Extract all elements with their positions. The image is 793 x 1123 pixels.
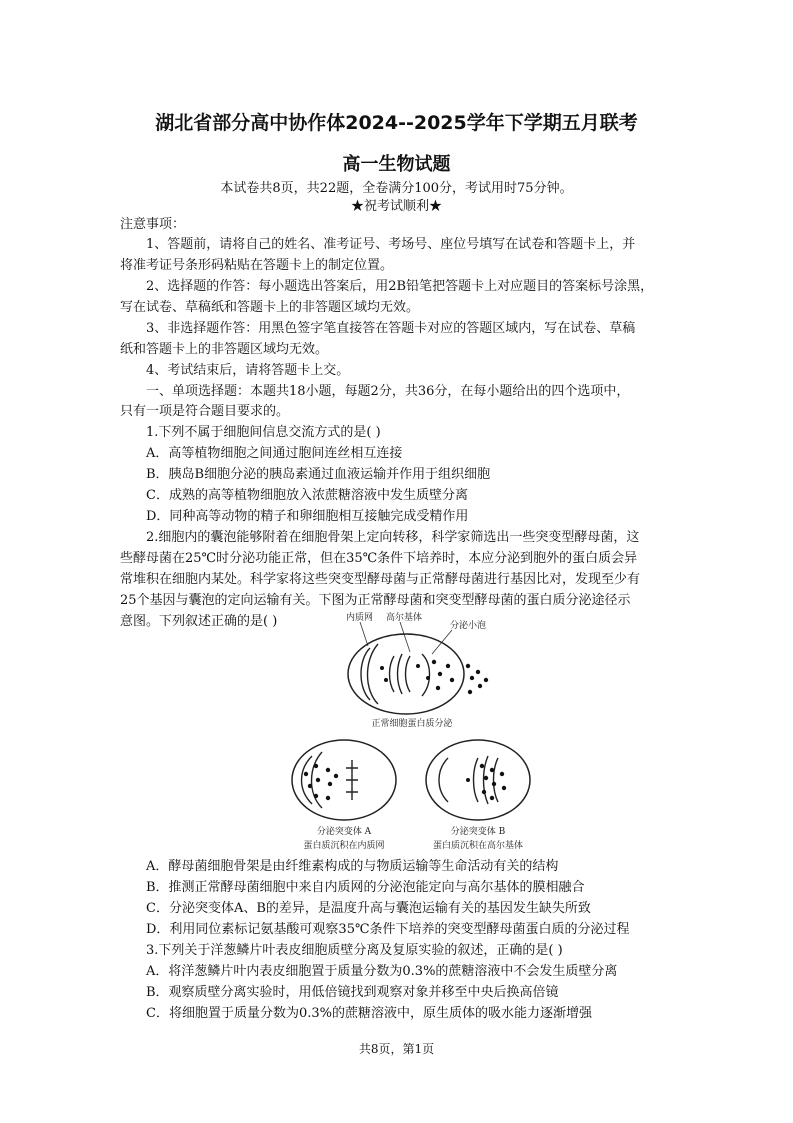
notes-heading: 注意事项：	[120, 217, 186, 232]
caption-normal: 正常细胞蛋白质分泌	[371, 719, 453, 729]
caption-mutant-a-1: 分泌突变体 A	[316, 827, 372, 837]
q2-stem-line-4: 25个基因与囊泡的定向运输有关。下图为正常酵母菌和突变型酵母菌的蛋白质分泌途径示	[120, 593, 631, 608]
section-heading-line-2: 只有一项是符合题目要求的。	[120, 404, 290, 419]
note-3-line-2: 纸和答题卡上的非答题区域均无效。	[120, 342, 329, 357]
caption-mutant-b-2: 蛋白质沉积在高尔基体	[432, 841, 524, 851]
q1-option-b: B．胰岛B细胞分泌的胰岛素通过血液运输并作用于组织细胞	[146, 467, 491, 482]
label-er: 内质网	[346, 613, 374, 623]
secretion-pathway-figure	[282, 608, 542, 853]
q3-option-c: C．将细胞置于质量分数为0.3%的蔗糖溶液中，原生质体的吸水能力逐渐增强	[146, 1006, 592, 1021]
note-2-line-2: 写在试卷、草稿纸和答题卡上的非答题区域均无效。	[120, 300, 420, 315]
mutant-a-diagram	[292, 740, 396, 851]
exam-wish: ★祝考试顺利★	[350, 199, 442, 214]
exam-subtitle: 高一生物试题	[342, 154, 451, 175]
note-2-line-1: 2、选择题的作答：每小题选出答案后，用2B铅笔把答题卡上对应题目的答案标号涂黑，	[146, 279, 654, 294]
q1-option-d: D．同种高等动物的精子和卵细胞相互接触完成受精作用	[146, 509, 469, 524]
label-golgi: 高尔基体	[386, 613, 423, 623]
exam-title: 湖北省部分高中协作体2024--2025学年下学期五月联考	[155, 112, 638, 134]
normal-cell-diagram	[346, 611, 488, 729]
section-heading-line-1: 一、单项选择题：本题共18小题，每题2分，共36分，在每小题给出的四个选项中，	[146, 384, 630, 399]
note-4: 4、考试结束后，请将答题卡上交。	[146, 363, 350, 378]
q1-option-a: A．高等植物细胞之间通过胞间连丝相互连接	[146, 446, 403, 461]
q3-option-b: B．观察质壁分离实验时，用低倍镜找到观察对象并移至中央后换高倍镜	[146, 985, 559, 1000]
q2-stem-line-2: 些酵母菌在25℃时分泌功能正常，但在35℃条件下培养时，本应分泌到胞外的蛋白质会异	[120, 551, 638, 566]
caption-mutant-b-1: 分泌突变体 B	[450, 827, 506, 837]
page-footer: 共8页，第1页	[358, 1042, 435, 1056]
q2-stem-line-5: 意图。下列叙述正确的是( )	[120, 614, 278, 629]
q1-option-c: C．成熟的高等植物细胞放入浓蔗糖溶液中发生质壁分离	[146, 488, 468, 503]
q2-option-d: D．利用同位素标记氨基酸可观察35℃条件下培养的突变型酵母菌蛋白质的分泌过程	[146, 922, 630, 937]
q3-stem: 3.下列关于洋葱鳞片叶表皮细胞质壁分离及复原实验的叙述，正确的是( )	[146, 943, 563, 958]
exam-info: 本试卷共8页，共22题，全卷满分100分，考试用时75分钟。	[220, 181, 573, 196]
note-1-line-2: 将准考证号条形码粘贴在答题卡上的制定位置。	[120, 258, 394, 273]
q2-option-a: A．酵母菌细胞骨架是由纤维素构成的与物质运输等生命活动有关的结构	[146, 859, 559, 874]
caption-mutant-a-2: 蛋白质沉积在内质网	[303, 841, 385, 851]
mutant-b-diagram	[426, 740, 530, 851]
q1-stem: 1.下列不属于细胞间信息交流方式的是( )	[146, 425, 381, 440]
q2-option-c: C．分泌突变体A、B的差异，是温度升高与囊泡运输有关的基因发生缺失所致	[146, 901, 591, 916]
q3-option-a: A．将洋葱鳞片叶内表皮细胞置于质量分数为0.3%的蔗糖溶液中不会发生质壁分离	[146, 964, 618, 979]
note-1-line-1: 1、答题前，请将自己的姓名、准考证号、考场号、座位号填写在试卷和答题卡上，并	[146, 237, 636, 252]
q2-stem-line-1: 2.细胞内的囊泡能够附着在细胞骨架上定向转移，科学家筛选出一些突变型酵母菌，这	[146, 530, 640, 545]
q2-stem-line-3: 常堆积在细胞内某处。科学家将这些突变型酵母菌与正常酵母菌进行基因比对，发现至少有	[120, 572, 641, 587]
note-3-line-1: 3、非选择题作答：用黑色签字笔直接答在答题卡对应的答题区域内，写在试卷、草稿	[146, 321, 636, 336]
label-vesicle: 分泌小泡	[450, 621, 487, 631]
q2-option-b: B．推测正常酵母菌细胞中来自内质网的分泌泡能定向与高尔基体的膜相融合	[146, 880, 585, 895]
